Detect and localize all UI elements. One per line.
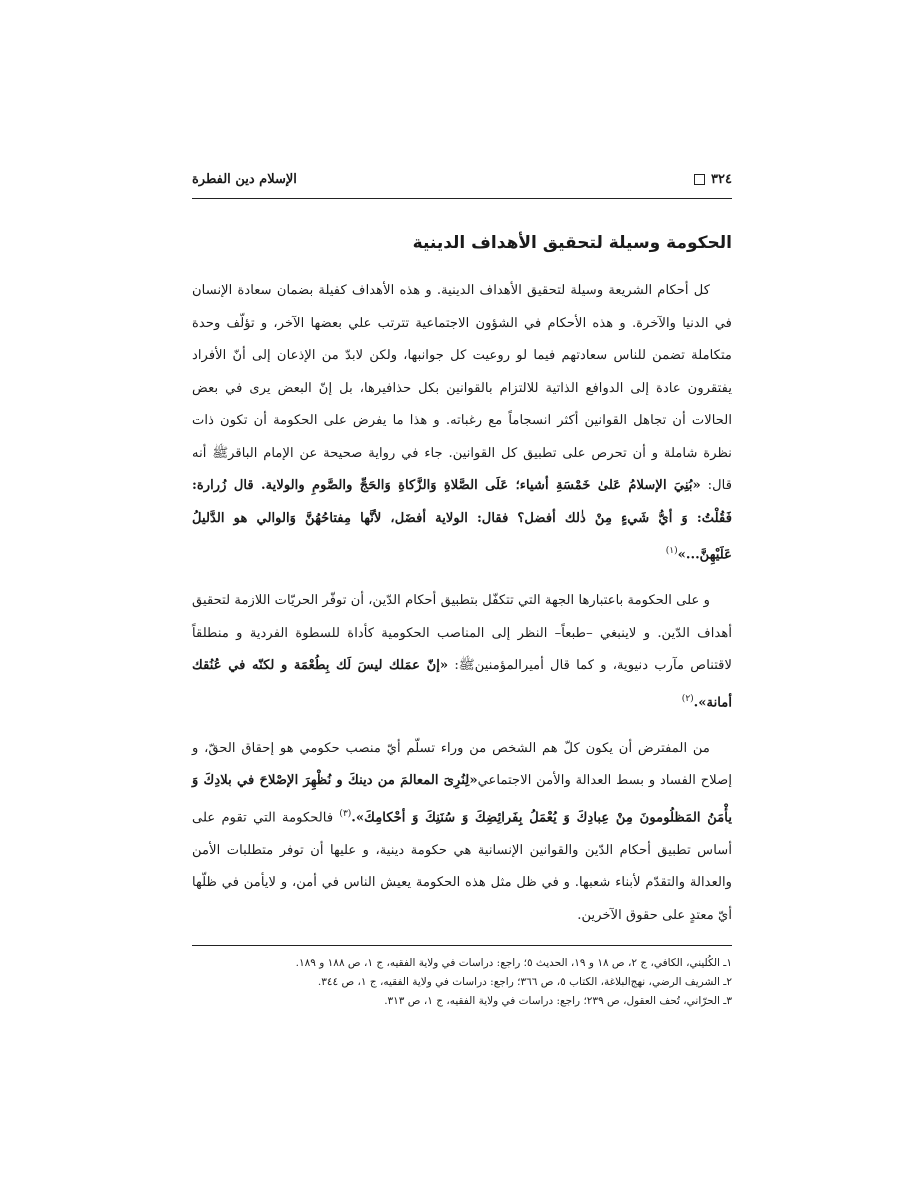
page-number: ٣٢٤ [711,171,732,187]
paragraph-2-text: و على الحكومة باعتبارها الجهة التي تتكفّل بتطبيق أحكام الدّين، أن توفّر الحريّات اللازمة لتحقيق أهداف الدّين. و لاينبغي –طبعاً– النظر إلى المناصب الحكومية كأداة للسطوة الفردية و منطلقاً لاقتناص مآرب دنيوية، و كما قال أميرالمؤمنين [192,593,732,674]
hadith-quote: «إنّ عمَلك ليسَ لَك بِطُعْمَة و لكنّه في عُنُقك أمانة». [192,658,732,710]
square-icon [694,174,705,185]
running-header [192,160,732,199]
honorific-symbol: ﷺ [458,658,475,674]
footnote-1: ١ـ الكُليني، الكافي، ج ٢، ص ١٨ و ١٩، الحديث ٥؛ راجع: دراسات في ولاية الفقيه، ج ١، ص ١٨٨ و ١٨٩. [295,957,732,970]
paragraph-1-text: كل أحكام الشريعة وسيلة لتحقيق الأهداف الدينية. و هذه الأهداف كفيلة بضمان سعادة الإنسان في الدنيا والآخرة. و هذه الأحكام في الشؤون الاجتماعية تترتب علي بعضها الآخر، و تؤلّف وحدة متكاملة تضمن للناس سعادتهم فيما لو روعيت كل جوانبها، ولكن لابدّ من الإذعان إلى أنّ الأفراد يفتقرون عادة إلى الدوافع الذاتية للالتزام بالقوانين بكل حذافيرها، بل إنّ البعض يرى في بعض الحالات أن تجاهل القوانين أكثر انسجاماً مع رغباته. و هذا ما يفرض على الحكومة أن تكون ذات نظرة شاملة و أن تحرص على تطبيق كل القوانين. جاء في رواية صحيحة عن الإمام الباقر [192,283,732,461]
paragraph-2 [192,585,732,719]
hadith-quote: «لِنُرِىَ المعالمَ من دينكَ و نُظْهِرَ الإصْلاحَ في بلادِكَ وَ يأْمَنُ المَظلُومونَ مِنْ عِبادِكَ وَ يُعْمَلُ بِفَرائِضِكَ وَ سُنَنِكَ وَ أحْكامِكَ». [192,773,732,826]
book-title: الإسلام دين الفطرة [192,171,297,187]
footnote-divider [192,945,732,946]
footnote-3: ٣ـ الحرّاني، تُحف العقول، ص ٢٣٩؛ راجع: دراسات في ولاية الفقيه، ج ١، ص ٣١٣. [384,995,732,1008]
footnote-ref-3[interactable]: (٣) [339,808,352,819]
section-heading: الحكومة وسيلة لتحقيق الأهداف الدينية [412,233,732,253]
paragraph-1 [192,275,732,572]
paragraph-2-text-2: : [448,658,459,674]
page-number-block [694,172,732,187]
footnotes [192,954,732,1011]
honorific-symbol: ﷺ [212,445,229,461]
hadith-quote: «بُنِيَ الإسلامُ عَلىٰ خَمْسَةِ أشياء؛ عَلَى الصَّلاةِ وَالزَّكاةِ وَالحَجِّ والصَّومِ والولاية. قال زُرارة: فَقُلْتُ: وَ أيُّ شَيءٍ مِنْ ذٰلك أفضل؟ فقال: الولاية أفضَل، لأنَّها مِفتاحُهُنَّ وَالوالي هو الدَّليلُ عَلَيْهِنَّ...» [192,478,732,563]
paragraph-3 [192,733,732,932]
footnote-2: ٢ـ الشريف الرضي، نهج‌البلاغة، الكتاب ٥، ص ٣٦٦؛ راجع: دراسات في ولاية الفقيه، ج ١، ص ٣٤٤. [317,976,732,989]
footnote-ref-2[interactable]: (٢) [681,693,694,704]
paragraph-3-text-2: فالحكومة التي تقوم على أساس تطبيق أحكام الدّين والقوانين الإنسانية هي حكومة دينية، و عليها أن توفر متطلبات الأمن والعدالة والتقدّم لأبناء شعبها. و في ظل مثل هذه الحكومة يعيش الناس في أمن، و لايأمن في ظلّها أيّ معتدٍ على حقوق الآخرين. [192,810,732,923]
paragraph-3-text: من المفترض أن يكون كلّ هم الشخص من وراء تسلّم أيّ منصب حكومي هو إحقاق الحقّ، و إصلاح الفساد و بسط العدالة والأمن الاجتماعي [192,740,732,789]
footnote-ref-1[interactable]: (١) [665,546,678,556]
paragraph-1-text-2: أنه قال: [192,445,733,493]
page [192,160,732,1011]
